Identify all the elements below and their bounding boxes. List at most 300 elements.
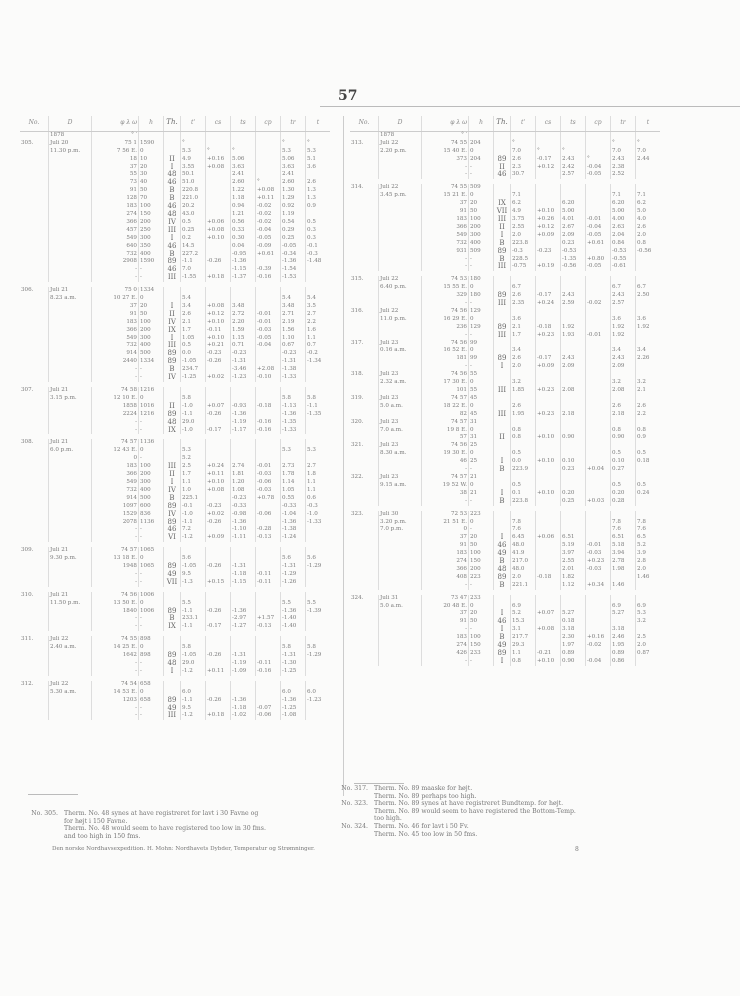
table-cell: 181: [422, 355, 469, 363]
table-cell: [350, 534, 379, 542]
table-cell: -: [422, 256, 469, 264]
table-cell: [20, 164, 49, 172]
table-cell: +2.08: [256, 366, 281, 374]
table-cell: III: [164, 342, 181, 350]
table-cell: 0.5: [306, 219, 331, 227]
table-cell: [379, 574, 422, 582]
table-cell: 2.0: [511, 232, 536, 240]
table-cell: [350, 519, 379, 527]
table-cell: 6.0: [306, 689, 331, 697]
table-cell: +0.09: [206, 534, 231, 542]
table-cell: 0.67: [281, 342, 306, 350]
table-cell: 1.8: [306, 471, 331, 479]
table-cell: 99: [469, 355, 494, 363]
table-row: [20, 227, 330, 235]
table-cell: [20, 195, 49, 203]
table-cell: [494, 340, 511, 348]
table-row: [350, 332, 660, 340]
table-cell: 3.55: [181, 164, 206, 172]
table-cell: [206, 547, 231, 555]
table-cell: 308.: [21, 439, 34, 446]
table-cell: 200: [469, 224, 494, 232]
table-cell: [536, 526, 561, 534]
table-cell: °: [206, 148, 231, 156]
footnote: [20, 810, 340, 840]
table-cell: 48: [164, 660, 181, 668]
table-cell: 2.57: [561, 171, 586, 179]
table-cell: [350, 582, 379, 590]
table-cell: 1334: [139, 358, 164, 366]
table-cell: [49, 615, 92, 623]
table-cell: B: [494, 256, 511, 264]
table-cell: I: [494, 534, 511, 542]
table-cell: 2.0: [636, 566, 661, 574]
table-cell: 129: [469, 308, 494, 316]
table-cell: [256, 697, 281, 705]
table-cell: [20, 395, 49, 403]
table-cell: [561, 442, 586, 450]
table-cell: 1.3: [306, 187, 331, 195]
table-cell: 2.43: [611, 292, 636, 300]
table-cell: 0.9: [636, 434, 661, 442]
table-cell: 0.56: [231, 219, 256, 227]
table-cell: -: [139, 615, 164, 623]
table-cell: [231, 131, 256, 139]
table-cell: Juli 22: [379, 140, 422, 148]
table-cell: [511, 511, 536, 519]
table-cell: [379, 534, 422, 542]
table-cell: 30.7: [511, 171, 536, 179]
table-cell: -1.33: [281, 374, 306, 382]
table-cell: 20: [469, 534, 494, 542]
table-cell: 20: [139, 303, 164, 311]
table-cell: [586, 324, 611, 332]
table-cell: IX: [164, 427, 181, 435]
table-cell: 0.30: [231, 235, 256, 243]
table-cell: [536, 542, 561, 550]
table-cell: 0.94: [231, 203, 256, 211]
table-row: [20, 156, 330, 164]
table-cell: 74 57: [92, 547, 139, 555]
table-cell: [379, 626, 422, 634]
table-cell: [536, 184, 561, 192]
table-cell: 5.8: [306, 395, 331, 403]
table-cell: [206, 251, 231, 259]
table-cell: 311.: [21, 636, 34, 643]
table-cell: [49, 327, 92, 335]
table-cell: 2.08: [611, 387, 636, 395]
table-cell: 400: [469, 240, 494, 248]
table-cell: 37: [92, 164, 139, 172]
table-cell: 7.8: [611, 519, 636, 527]
table-cell: [20, 171, 49, 179]
table-cell: 29.0: [181, 660, 206, 668]
table-cell: 0.10: [561, 458, 586, 466]
table-cell: [536, 308, 561, 316]
table-row: [350, 434, 660, 442]
table-cell: [350, 316, 379, 324]
table-cell: -: [92, 427, 139, 435]
table-cell: °: [181, 140, 206, 148]
table-cell: 100: [139, 463, 164, 471]
table-cell: 0.3: [306, 235, 331, 243]
table-cell: [49, 534, 92, 542]
table-cell: 21 51 E.: [422, 519, 469, 527]
table-cell: [49, 519, 92, 527]
table-cell: [20, 335, 49, 343]
table-cell: -1.18: [231, 571, 256, 579]
table-cell: 2.5: [181, 463, 206, 471]
table-cell: [181, 636, 206, 644]
table-cell: -: [422, 626, 469, 634]
table-cell: 89: [494, 355, 511, 363]
column-header: tr: [611, 116, 636, 131]
table-cell: 3.6: [511, 316, 536, 324]
table-cell: [306, 681, 331, 689]
table-cell: 2.6: [181, 311, 206, 319]
table-cell: +0.23: [536, 332, 561, 340]
table-cell: -1.54: [281, 266, 306, 274]
table-cell: 2.72: [231, 311, 256, 319]
table-cell: 129: [469, 324, 494, 332]
table-cell: [586, 371, 611, 379]
table-cell: 0.84: [611, 240, 636, 248]
table-cell: [306, 427, 331, 435]
table-cell: 233.1: [181, 615, 206, 623]
table-cell: 5.3: [306, 447, 331, 455]
table-cell: -: [139, 579, 164, 587]
table-cell: [206, 295, 231, 303]
table-cell: [586, 595, 611, 603]
table-cell: 0.3: [306, 227, 331, 235]
table-cell: 48: [494, 566, 511, 574]
table-cell: -: [92, 579, 139, 587]
table-cell: 89: [164, 652, 181, 660]
table-cell: [636, 442, 661, 450]
table-cell: Juli 23: [379, 340, 422, 348]
table-cell: [379, 434, 422, 442]
table-cell: [469, 131, 494, 139]
table-cell: [256, 411, 281, 419]
table-cell: [164, 592, 181, 600]
table-cell: -: [139, 274, 164, 282]
table-cell: -1.55: [181, 274, 206, 282]
table-cell: -0.23: [281, 350, 306, 358]
table-cell: 5.0 a.m.: [379, 403, 422, 411]
table-cell: [561, 603, 586, 611]
table-cell: -0.56: [636, 248, 661, 256]
table-cell: [561, 184, 586, 192]
table-cell: 3.9: [636, 550, 661, 558]
table-cell: [49, 235, 92, 243]
table-cell: 2.6: [611, 403, 636, 411]
table-cell: 0.8: [636, 427, 661, 435]
table-cell: [206, 592, 231, 600]
table-cell: 41.9: [511, 550, 536, 558]
table-cell: 89: [164, 697, 181, 705]
table-cell: [256, 350, 281, 358]
table-cell: 100: [469, 550, 494, 558]
table-cell: [20, 203, 49, 211]
table-cell: 221.1: [511, 582, 536, 590]
table-cell: I: [164, 235, 181, 243]
table-cell: [536, 482, 561, 490]
table-cell: 1.1: [511, 650, 536, 658]
table-cell: [379, 558, 422, 566]
table-cell: [350, 450, 379, 458]
table-cell: 0: [139, 295, 164, 303]
table-cell: -1.36: [281, 258, 306, 266]
table-cell: 17 30 E.: [422, 379, 469, 387]
table-cell: 320.: [351, 418, 364, 425]
table-row: [20, 327, 330, 335]
table-row: [20, 187, 330, 195]
table-cell: -0.93: [231, 403, 256, 411]
table-cell: [586, 363, 611, 371]
table-cell: [536, 131, 561, 139]
table-cell: -0.1: [306, 243, 331, 251]
table-cell: -: [139, 660, 164, 668]
table-cell: Juli 22: [379, 276, 422, 284]
table-row: [350, 658, 660, 666]
table-cell: 2.41: [281, 171, 306, 179]
table-cell: [256, 689, 281, 697]
table-cell: [586, 131, 611, 139]
table-row: [350, 131, 660, 139]
table-cell: [350, 603, 379, 611]
table-cell: [350, 164, 379, 172]
table-cell: 15 55 E.: [422, 284, 469, 292]
table-cell: [636, 164, 661, 172]
table-cell: Juli 21: [49, 387, 92, 395]
table-cell: -1.18: [231, 705, 256, 713]
table-cell: 3.6: [636, 316, 661, 324]
table-cell: [536, 192, 561, 200]
left-table-section: [20, 116, 342, 720]
table-cell: 3.97: [561, 550, 586, 558]
table-cell: 1.18: [231, 195, 256, 203]
table-row: [20, 463, 330, 471]
table-cell: [49, 487, 92, 495]
table-cell: 46: [164, 266, 181, 274]
table-cell: 2.32 a.m.: [379, 379, 422, 387]
table-row: [20, 295, 330, 303]
table-row: [350, 276, 660, 284]
table-cell: [511, 308, 536, 316]
table-cell: -: [92, 366, 139, 374]
table-cell: III: [164, 463, 181, 471]
table-cell: 0: [92, 455, 139, 463]
table-cell: 2.09: [561, 363, 586, 371]
table-cell: 0: [469, 284, 494, 292]
table-cell: 31: [469, 434, 494, 442]
table-cell: [20, 227, 49, 235]
table-cell: II: [494, 164, 511, 172]
table-cell: [379, 550, 422, 558]
table-cell: 0.89: [611, 650, 636, 658]
table-cell: 2.30: [561, 634, 586, 642]
table-cell: 74 57: [92, 439, 139, 447]
table-cell: -1.40: [281, 623, 306, 631]
table-cell: -: [139, 571, 164, 579]
table-cell: -: [469, 164, 494, 172]
footnote-line: Therm. No. 48 would seem to have registered too low in 30 fms.: [64, 825, 266, 833]
table-cell: °: [611, 140, 636, 148]
table-cell: 0: [469, 427, 494, 435]
table-cell: °: [636, 140, 661, 148]
footnote-line: Therm. No. 45 too low in 50 fms.: [374, 830, 478, 838]
table-cell: 46: [422, 458, 469, 466]
table-cell: +0.10: [536, 658, 561, 666]
table-row: [350, 171, 660, 179]
table-cell: 1948: [92, 563, 139, 571]
right-table-body: [350, 131, 660, 665]
table-cell: [586, 442, 611, 450]
table-cell: [206, 203, 231, 211]
table-cell: 0: [139, 600, 164, 608]
table-cell: 400: [139, 487, 164, 495]
table-cell: -: [92, 419, 139, 427]
table-cell: 89: [164, 519, 181, 527]
table-cell: [636, 582, 661, 590]
table-cell: -1.02: [231, 712, 256, 720]
table-cell: 183: [422, 634, 469, 642]
table-cell: [49, 427, 92, 435]
table-cell: 1.78: [281, 471, 306, 479]
table-cell: 0: [139, 689, 164, 697]
table-cell: 3.5: [306, 303, 331, 311]
table-cell: 223: [469, 511, 494, 519]
table-cell: -: [422, 164, 469, 172]
table-cell: IV: [164, 319, 181, 327]
table-cell: -1.35: [306, 411, 331, 419]
table-cell: [350, 232, 379, 240]
table-cell: 82: [422, 411, 469, 419]
table-cell: -1.40: [281, 615, 306, 623]
table-cell: [231, 140, 256, 148]
table-cell: 274: [422, 642, 469, 650]
table-cell: 250: [139, 227, 164, 235]
table-cell: 20: [469, 610, 494, 618]
footnote-rule-right: [354, 783, 404, 784]
table-cell: 1.30: [281, 187, 306, 195]
table-cell: [379, 200, 422, 208]
table-cell: 5.6: [181, 555, 206, 563]
table-cell: [586, 292, 611, 300]
table-cell: Juli 22: [49, 681, 92, 689]
table-cell: 2.43: [561, 292, 586, 300]
table-cell: [586, 450, 611, 458]
table-cell: +0.10: [536, 434, 561, 442]
footnote-label: No. 324.: [341, 822, 368, 830]
column-header: φ λ ω: [92, 116, 139, 131]
table-row: [350, 184, 660, 192]
table-cell: 1.92: [636, 324, 661, 332]
table-cell: 6.9: [636, 603, 661, 611]
table-cell: [20, 503, 49, 511]
table-cell: 2.43: [561, 156, 586, 164]
table-cell: -0.33: [281, 503, 306, 511]
table-cell: [20, 600, 49, 608]
table-cell: -0.11: [206, 327, 231, 335]
table-cell: Juli 22: [379, 184, 422, 192]
table-cell: [206, 660, 231, 668]
table-cell: -: [92, 615, 139, 623]
table-cell: [561, 403, 586, 411]
table-cell: [586, 534, 611, 542]
table-cell: -0.01: [256, 319, 281, 327]
table-cell: 1065: [139, 563, 164, 571]
table-cell: 3.48: [281, 303, 306, 311]
table-cell: [586, 603, 611, 611]
table-cell: 19 52 W.: [422, 482, 469, 490]
table-cell: 5.18: [611, 542, 636, 550]
table-cell: 183: [92, 319, 139, 327]
table-cell: [20, 571, 49, 579]
table-cell: 1.1: [306, 479, 331, 487]
table-cell: 8.23 a.m.: [49, 295, 92, 303]
table-cell: -0.33: [231, 503, 256, 511]
table-cell: 37: [422, 534, 469, 542]
table-cell: 2.6: [511, 292, 536, 300]
table-cell: +0.11: [206, 471, 231, 479]
table-cell: -0.04: [256, 342, 281, 350]
table-cell: 6.45: [511, 534, 536, 542]
table-cell: [586, 419, 611, 427]
table-row: [20, 243, 330, 251]
table-cell: 2.5: [636, 634, 661, 642]
table-cell: 2.04: [611, 232, 636, 240]
table-row: [350, 498, 660, 506]
table-cell: [611, 474, 636, 482]
table-cell: 2.0: [636, 642, 661, 650]
table-cell: [536, 403, 561, 411]
table-cell: [181, 547, 206, 555]
table-cell: [20, 235, 49, 243]
table-cell: 366: [422, 224, 469, 232]
table-cell: [49, 203, 92, 211]
table-cell: [49, 335, 92, 343]
table-cell: [350, 458, 379, 466]
table-cell: 7.6: [511, 526, 536, 534]
table-cell: [206, 131, 231, 139]
table-cell: [350, 550, 379, 558]
table-cell: II: [164, 403, 181, 411]
table-cell: [561, 474, 586, 482]
table-row: [20, 303, 330, 311]
table-cell: [379, 658, 422, 666]
table-cell: +0.04: [586, 466, 611, 474]
table-cell: [611, 595, 636, 603]
table-cell: 37: [422, 610, 469, 618]
table-cell: 2.67: [561, 224, 586, 232]
table-cell: -1.2: [181, 534, 206, 542]
table-cell: 1529: [92, 511, 139, 519]
table-cell: [306, 615, 331, 623]
table-cell: -0.05: [586, 263, 611, 271]
table-cell: -1.05: [181, 563, 206, 571]
table-cell: [206, 395, 231, 403]
table-cell: [49, 411, 92, 419]
table-cell: 2.3: [511, 164, 536, 172]
table-cell: -: [469, 332, 494, 340]
table-cell: 0: [139, 644, 164, 652]
table-cell: 658: [139, 697, 164, 705]
table-cell: 0.20: [611, 490, 636, 498]
table-cell: 1136: [139, 519, 164, 527]
table-cell: -1.0: [181, 511, 206, 519]
table-cell: [350, 256, 379, 264]
